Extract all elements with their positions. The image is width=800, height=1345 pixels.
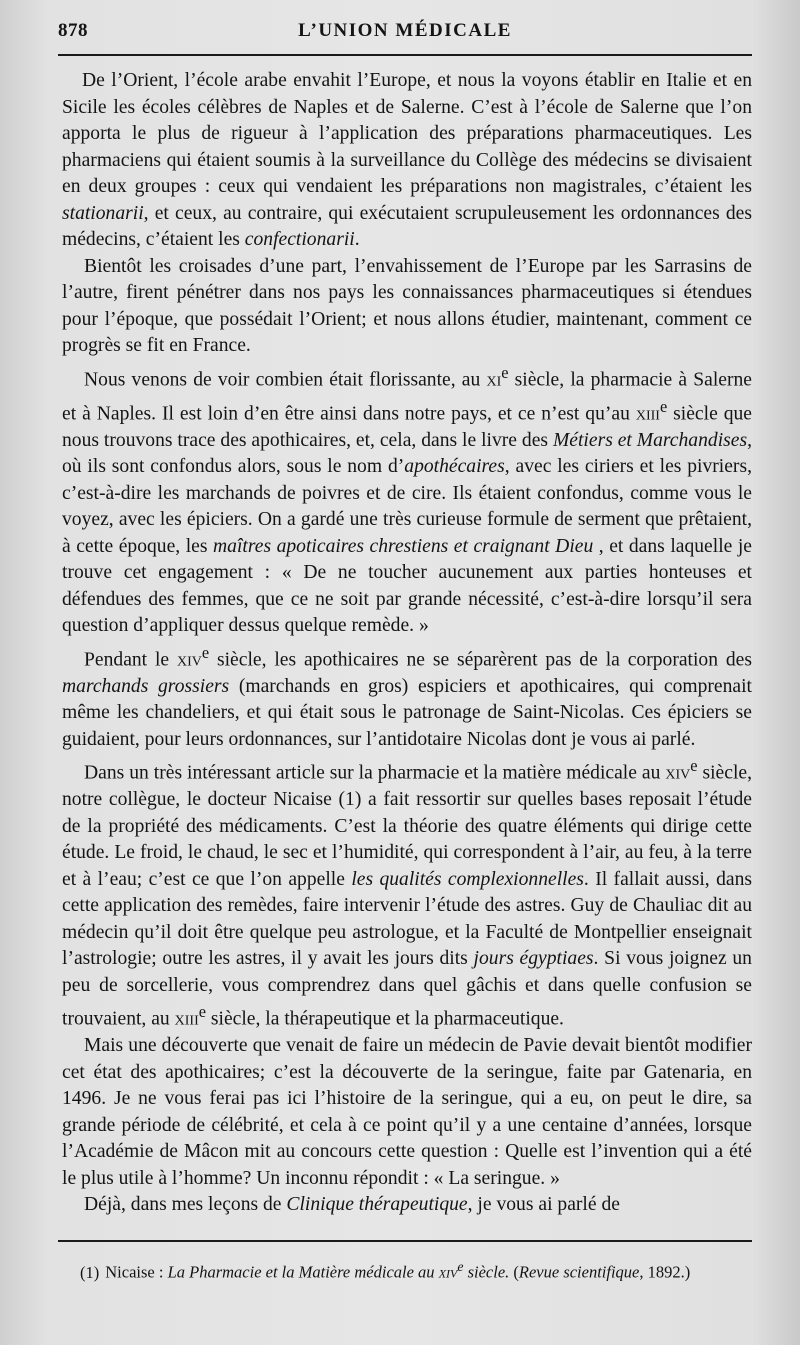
- paragraph-7: [62, 1192, 752, 1219]
- footnote-source: Revue scientifique: [518, 1262, 640, 1282]
- century-numeral: xiii: [174, 1008, 199, 1030]
- footnote-rule: [58, 1240, 752, 1242]
- text-run: Dans un très intéressant article sur la pharmacie et la matière médicale au: [84, 762, 666, 784]
- italic-term-qualites: les qualités complexionnelles: [351, 868, 584, 890]
- text-run: . Il fallait aussi, dans cette application des remèdes, faire intervenir l’étude des astres. Guy de Chauliac dit au médecin qu’il doit être quelque peu astrologue, et la Faculté de Montpellier enseignait l’astrologie; outre les astres, il y avait les jours dits: [62, 868, 752, 970]
- ordinal-superscript: e: [201, 642, 210, 662]
- header-rule: [58, 54, 752, 56]
- italic-book-title: Métiers et Marchandises: [552, 429, 748, 451]
- italic-book-title: Clinique thérapeutique: [286, 1194, 468, 1216]
- century-numeral: xiv: [176, 649, 202, 671]
- italic-term-confectionarii: confectionarii: [244, 229, 355, 250]
- footnote-mark: (1): [80, 1262, 100, 1282]
- text-run: , et dans laquelle je trouve cet engagement : « De ne toucher aucunement aux parties honteuses et défendues des femmes, que ce ne soit par grande nécessité, c’est-à-dire lorsqu’il sera question d’appliquer dessus quelque remède. »: [62, 535, 752, 637]
- ordinal-superscript: e: [690, 756, 698, 776]
- text-run: .: [354, 229, 360, 250]
- footnote: [80, 1256, 752, 1284]
- text-run: siècle, la thérapeutique et la pharmaceutique.: [206, 1008, 564, 1030]
- article-body: [62, 68, 752, 1219]
- century-numeral: xiv: [665, 762, 691, 784]
- century-numeral: xiv: [438, 1262, 458, 1282]
- text-run: , avec les ciriers et les pivriers, c’est-à-dire les marchands de poivres et de cire. Ils étaient confondus, comme vous le voyez, avec les épiciers. On a gardé une très curieuse formule de serment que prêtaient, à cette époque, les: [62, 456, 752, 557]
- century-numeral: xi: [486, 369, 502, 391]
- text-run: Déjà, dans mes leçons de: [84, 1194, 287, 1216]
- paragraph-3: [62, 360, 752, 640]
- text-run: . Si vous joignez un peu de sorcellerie, vous comprendrez dans quel gâchis et dans quelle confusion se trouvaient, au: [62, 948, 752, 1030]
- paragraph-4: [62, 640, 752, 754]
- text-run: , je vous ai parlé de: [467, 1194, 620, 1216]
- page-number: 878: [58, 20, 88, 41]
- paragraph-2: Bientôt les croisades d’une part, l’envahissement de l’Europe par les Sarrasins de l’autre, firent pénétrer dans nos pays les connaissances pharmaceutiques si étendues pour l’époque, que possédait l’Orient; et nous allons étudier, maintenant, comment ce progrès se fit en France.: [62, 255, 752, 356]
- text-run: siècle, les apothicaires ne se séparèrent pas de la corporation des: [209, 649, 752, 671]
- ordinal-superscript: e: [198, 1002, 206, 1022]
- ordinal-superscript: e: [501, 362, 509, 382]
- footnote-title: La Pharmacie et la Matière médicale au: [167, 1262, 439, 1282]
- page-header: [58, 20, 752, 48]
- italic-term-jours: jours égyptiaes: [473, 948, 594, 970]
- text-run: De l’Orient, l’école arabe envahit l’Europe, et nous la voyons établir en Italie et en Sicile les écoles célèbres de Naples et de Salerne. C’est à l’école de Salerne que l’on apporta le plus de rigueur à l’application des préparations pharmaceutiques. Les pharmaciens qui étaient soumis à la surveillance du Collège des médecins se divisaient en deux groupes : ceux qui vendaient les préparations non magistrales, c’étaient les: [62, 70, 752, 197]
- paragraph-6: Mais une découverte que venait de faire un médecin de Pavie devait bientôt modifier cet état des apothicaires; c’est la découverte de la seringue, faite par Gatenaria, en 1496. Je ne vous ferai pas ici l’histoire de la seringue, qui a eu, on peut le dire, sa grande période de célébrité, et cela à ce point qu’il y a une centaine d’années, lorsque l’Académie de Mâcon mit au concours cette question : Quelle est l’invention qui a été le plus utile à l’homme? Un inconnu répondit : « La seringue. »: [62, 1035, 752, 1189]
- text-run: siècle, la pharmacie à Salerne et à Naples. Il est loin d’en être ainsi dans notre pays, et ce n’est qu’au: [62, 369, 752, 425]
- italic-term-marchands: marchands grossiers: [62, 675, 230, 697]
- paragraph-5: [62, 753, 752, 1033]
- footnote-author: Nicaise :: [105, 1262, 168, 1282]
- running-title: L’UNION MÉDICALE: [298, 20, 512, 41]
- century-numeral: xiii: [635, 403, 660, 425]
- text-run: (marchands en gros) espiciers et apothicaires, qui comprenait même les chandeliers, et qui était sous le patronage de Saint-Nicolas. Ces épiciers se guidaient, pour leurs ordonnances, sur l’antidotaire Nicolas dont je vous ai parlé.: [62, 675, 753, 750]
- ordinal-superscript: e: [457, 1259, 464, 1274]
- text-run: , 1892.): [639, 1262, 691, 1282]
- paragraph-1: [62, 68, 752, 254]
- italic-term-stationarii: stationarii: [62, 202, 144, 224]
- text-run: , où ils sont confondus alors, sous le nom d’: [62, 429, 752, 478]
- text-run: siècle, notre collègue, le docteur Nicaise (1) a fait ressortir sur quelles bases reposait l’étude de la propriété des médicaments. C’est la théorie des quatre éléments qui dirige cette étude. Le froid, le chaud, le sec et l’humidité, qui correspondent à l’air, au feu, à la terre et à l’eau; c’est ce que l’on appelle: [62, 762, 752, 890]
- footnote-title-end: siècle.: [463, 1262, 510, 1282]
- italic-quote-maitres: maîtres apoticaires chrestiens et craignant Dieu: [213, 535, 594, 557]
- text-run: , et ceux, au contraire, qui exécutaient scrupuleusement les ordonnances des médecins, c’étaient les: [62, 202, 752, 250]
- text-run: siècle que nous trouvons trace des apothicaires, et, cela, dans le livre des: [62, 403, 752, 451]
- italic-term-apothecaires: apothécaires: [404, 456, 505, 478]
- text-run: (: [509, 1262, 519, 1282]
- text-run: Nous venons de voir combien était florissante, au: [84, 369, 487, 391]
- ordinal-superscript: e: [659, 396, 668, 416]
- text-run: Pendant le: [84, 649, 177, 671]
